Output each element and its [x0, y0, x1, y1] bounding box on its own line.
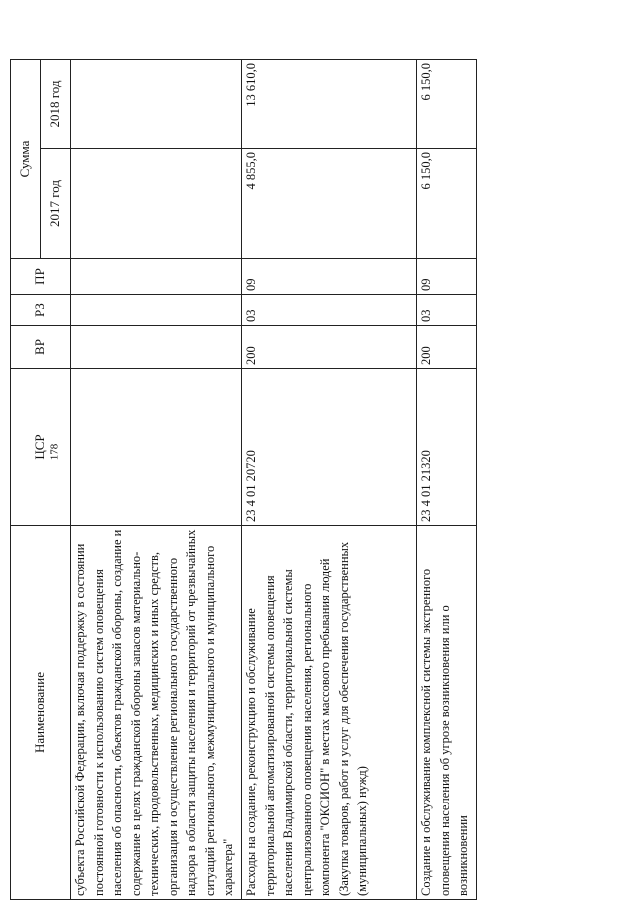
row-sum-2018: 13 610,0 — [242, 60, 417, 149]
row-rz: 03 — [417, 295, 477, 326]
row-sum-2018 — [71, 60, 242, 149]
row-name: субъекта Российской Федерации, включая поддержку в состоянии постоянной готовности к использованию систем оповещения населения об опасности, объектов гражданской обороны, создание и содержание в целях гражданской обороны запасов материально-технических, продовольственных, медицинских и иных средств, организация и осуществление регионального государственного надзора в области защиты населения и территорий от чрезвычайных ситуаций регионального, межмуниципального и муниципального характера" — [71, 526, 242, 900]
row-sum-2017: 4 855,0 — [242, 149, 417, 259]
row-vr: 200 — [242, 326, 417, 369]
row-vr — [71, 326, 242, 369]
row-sum-2017 — [71, 149, 242, 259]
header-year-2017: 2017 год — [41, 149, 71, 259]
row-pr: 09 — [242, 259, 417, 295]
header-name: Наименование — [11, 526, 71, 900]
rotated-page — [10, 60, 470, 900]
header-row-top — [11, 60, 41, 900]
row-vr: 200 — [417, 326, 477, 369]
header-pr: ПР — [11, 259, 71, 295]
row-pr: 09 — [417, 259, 477, 295]
row-sum-2018: 6 150,0 — [417, 60, 477, 149]
row-csr — [71, 369, 242, 526]
header-rz: РЗ — [11, 295, 71, 326]
table-row — [71, 60, 242, 900]
budget-table — [10, 59, 477, 900]
row-name: Создание и обслуживание комплексной системы экстренного оповещения населения об угрозе возникновения или о возникновении — [417, 526, 477, 900]
header-csr: ЦСР — [11, 369, 71, 526]
header-vr: ВР — [11, 326, 71, 369]
row-name: Расходы на создание, реконструкцию и обслуживание территориальной автоматизированной системы оповещения населения Владимирской области, территориальной системы централизованного оповещения населения, регионального компонента "ОКСИОН" в местах массового пребывания людей (Закупка товаров, работ и услуг для обеспечения государственных (муниципальных) нужд) — [242, 526, 417, 900]
row-rz — [71, 295, 242, 326]
header-year-2018: 2018 год — [41, 60, 71, 149]
table-row — [242, 60, 417, 900]
row-rz: 03 — [242, 295, 417, 326]
table-row — [417, 60, 477, 900]
row-sum-2017: 6 150,0 — [417, 149, 477, 259]
row-csr: 23 4 01 20720 — [242, 369, 417, 526]
row-pr — [71, 259, 242, 295]
header-sum: Сумма — [11, 60, 41, 259]
row-csr: 23 4 01 21320 — [417, 369, 477, 526]
page-number: 178 — [48, 443, 61, 461]
